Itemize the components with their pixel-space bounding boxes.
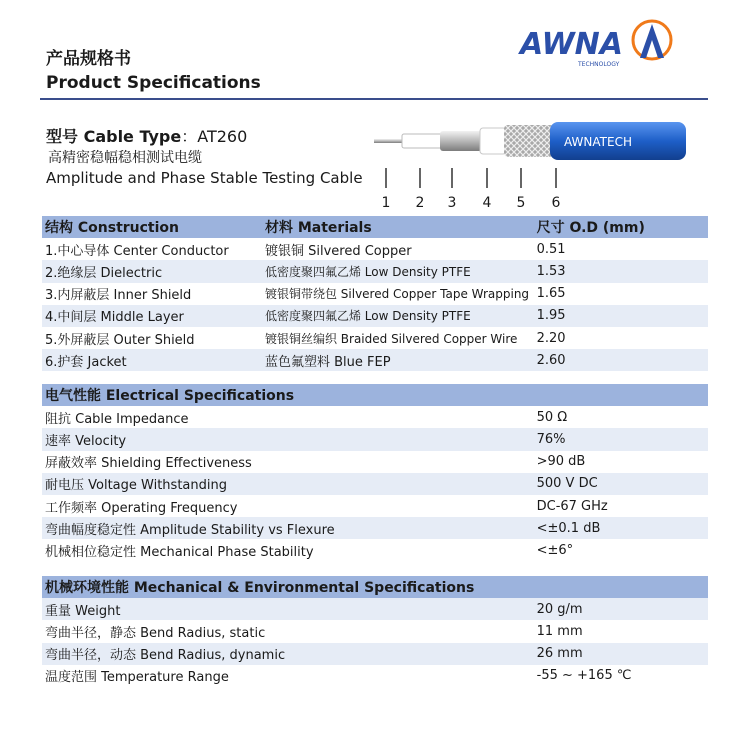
- table-cell: 屏蔽效率 Shielding Effectiveness: [45, 456, 252, 472]
- table-row: [42, 283, 708, 305]
- table-cell: 1.65: [536, 286, 566, 302]
- table-row: [42, 665, 708, 687]
- layer-inner-shield: [440, 131, 482, 151]
- layer-outer-shield: [504, 125, 554, 157]
- table-cell: 温度范围 Temperature Range: [45, 670, 229, 686]
- page-title-cn: 产品规格书: [46, 49, 131, 69]
- logo-a-mark: [640, 24, 664, 58]
- layer-number-6: 6: [551, 195, 561, 211]
- jacket-print: AWNATECH: [564, 135, 632, 149]
- table-cell: 镀银铜丝编织 Braided Silvered Copper Wire: [264, 331, 518, 346]
- table-cell: 弯曲半径，动态 Bend Radius, dynamic: [42, 643, 534, 665]
- brand-logo: [518, 18, 680, 70]
- table-row: [42, 495, 708, 517]
- table-cell: 20 g/m: [534, 598, 708, 620]
- description-en: Amplitude and Phase Stable Testing Cable: [46, 169, 363, 187]
- table-cell: 镀银铜带绕包 Silvered Copper Tape Wrapping: [264, 287, 530, 302]
- table-cell: 500 V DC: [534, 473, 708, 495]
- table-cell: >90 dB: [536, 454, 586, 470]
- mechanical-header: 机械环境性能 Mechanical & Environmental Specifications: [42, 576, 708, 598]
- table-row: [42, 428, 708, 450]
- cable-type: 型号 Cable Type：AT260: [46, 127, 248, 146]
- logo-wordmark: AWNA: [520, 27, 623, 62]
- table-cell: <±6°: [536, 542, 574, 558]
- cable-type-value: AT260: [197, 127, 248, 146]
- layer-number-5: 5: [516, 195, 526, 211]
- table-row: [42, 260, 708, 282]
- table-row: [42, 598, 708, 620]
- table-cell: 3.内屏蔽层 Inner Shield: [45, 288, 192, 304]
- layer-center-conductor: [374, 139, 404, 143]
- table-cell: -55 ~ +165 ℃: [536, 668, 632, 684]
- table-cell: 1.53: [534, 260, 708, 282]
- table-cell: DC-67 GHz: [536, 498, 608, 514]
- construction-table: [42, 216, 708, 371]
- table-cell: <±0.1 dB: [534, 517, 708, 539]
- table-cell: 11 mm: [536, 623, 583, 639]
- electrical-header: 电气性能 Electrical Specifications: [42, 384, 708, 406]
- header-materials: 材料 Materials: [262, 216, 534, 238]
- table-row: [42, 643, 708, 665]
- table-row: [42, 517, 708, 539]
- table-cell: 低密度聚四氟乙烯 Low Density PTFE: [262, 305, 534, 327]
- table-cell: 76%: [534, 428, 708, 450]
- table-cell: 工作频率 Operating Frequency: [45, 500, 238, 516]
- table-cell: 2.60: [534, 349, 708, 371]
- table-cell: 弯曲半径，静态 Bend Radius, static: [45, 625, 266, 641]
- table-cell: 2.绝缘层 Dielectric: [42, 260, 262, 282]
- table-cell: 蓝色氟塑料 Blue FEP: [262, 349, 534, 371]
- table-cell: 1.95: [534, 305, 708, 327]
- mechanical-table: [42, 576, 708, 687]
- construction-header-row: [42, 216, 708, 238]
- table-row: [42, 473, 708, 495]
- table-cell: 6.护套 Jacket: [42, 349, 262, 371]
- layer-number-3: 3: [447, 195, 457, 211]
- layer-number-1: 1: [381, 195, 391, 211]
- table-row: [42, 539, 708, 561]
- electrical-header-row: [42, 384, 708, 406]
- table-row: [42, 305, 708, 327]
- table-cell: 阻抗 Cable Impedance: [45, 411, 189, 427]
- table-row: [42, 349, 708, 371]
- header-divider: [40, 98, 708, 100]
- table-cell: 耐电压 Voltage Withstanding: [42, 473, 534, 495]
- table-row: [42, 327, 708, 349]
- table-cell: 5.外屏蔽层 Outer Shield: [45, 332, 195, 348]
- page-title-en: Product Specifications: [46, 73, 261, 93]
- electrical-table: [42, 384, 708, 562]
- table-cell: 机械相位稳定性 Mechanical Phase Stability: [45, 544, 314, 560]
- table-cell: 0.51: [536, 241, 566, 257]
- mechanical-header-row: [42, 576, 708, 598]
- table-cell: 弯曲幅度稳定性 Amplitude Stability vs Flexure: [42, 517, 534, 539]
- layer-middle: [480, 128, 506, 154]
- table-row: [42, 406, 708, 428]
- table-row: [42, 620, 708, 642]
- logo-subtitle: TECHNOLOGY: [578, 61, 620, 68]
- layer-pointer-lines: [386, 168, 556, 188]
- table-cell: 2.20: [536, 330, 566, 346]
- description-cn: 高精密稳幅稳相测试电缆: [48, 150, 202, 166]
- table-cell: 速率 Velocity: [42, 428, 534, 450]
- table-cell: 4.中间层 Middle Layer: [42, 305, 262, 327]
- layer-number-4: 4: [482, 195, 492, 211]
- layer-number-2: 2: [415, 195, 425, 211]
- table-cell: 50 Ω: [536, 409, 568, 425]
- header-od: 尺寸 O.D (mm): [534, 216, 708, 238]
- table-cell: 低密度聚四氟乙烯 Low Density PTFE: [262, 260, 534, 282]
- header-construction: 结构 Construction: [42, 216, 262, 238]
- table-cell: 1.中心导体 Center Conductor: [45, 243, 229, 259]
- layer-dielectric: [402, 134, 442, 148]
- table-cell: 26 mm: [534, 643, 708, 665]
- table-row: [42, 451, 708, 473]
- table-cell: 重量 Weight: [42, 598, 534, 620]
- table-cell: 镀银铜 Silvered Copper: [264, 243, 412, 259]
- table-row: [42, 238, 708, 260]
